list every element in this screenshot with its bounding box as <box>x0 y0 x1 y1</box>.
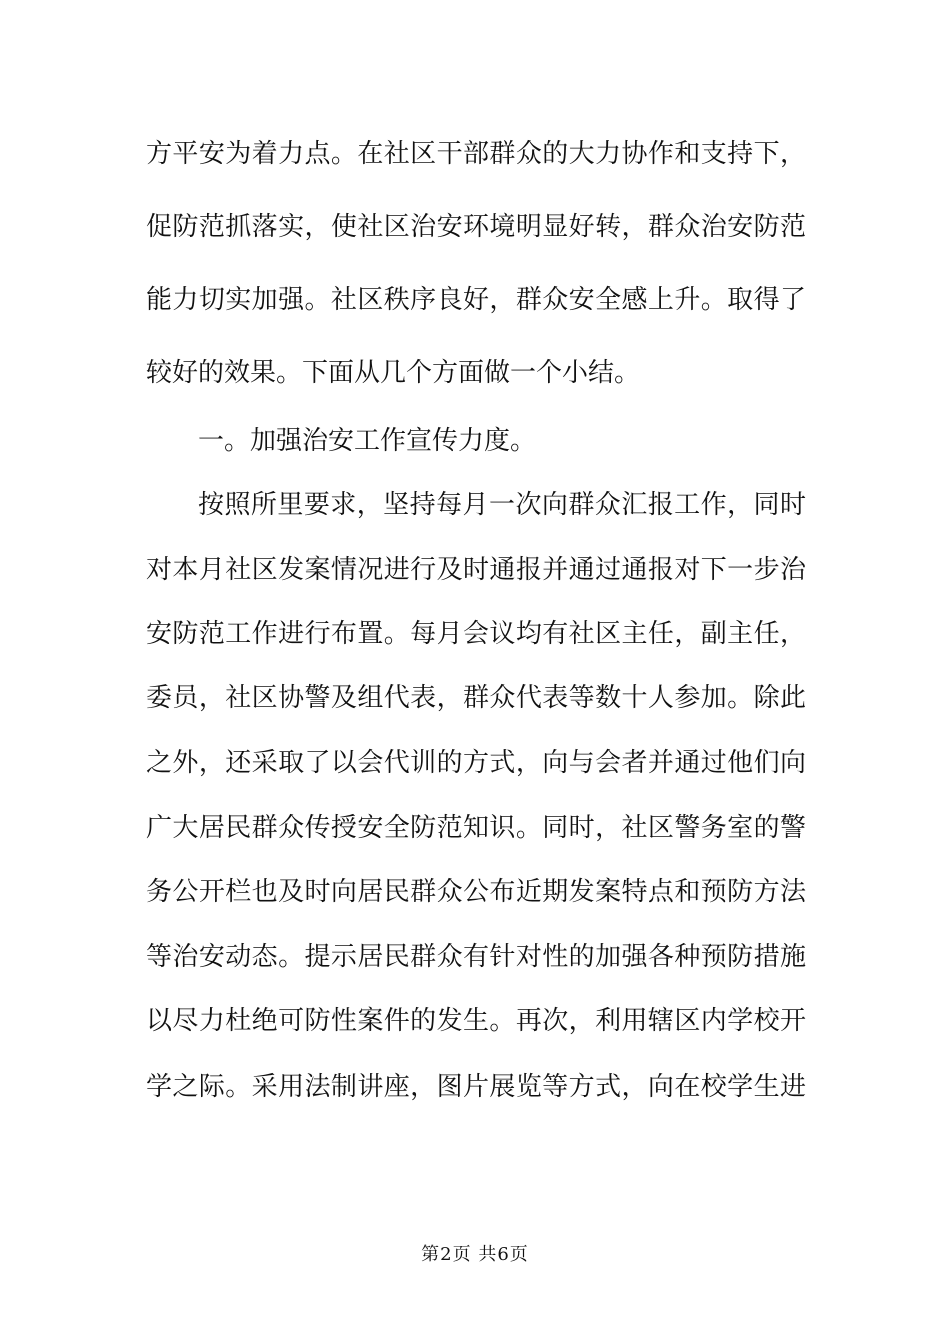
body-line-9: 委员，社区协警及组代表，群众代表等数十人参加。除此 <box>146 683 806 713</box>
body-line-2: 促防范抓落实，使社区治安环境明显好转，群众治安防范 <box>146 212 806 242</box>
page-number-footer: 第2页 共6页 <box>421 1244 529 1265</box>
body-line-8: 安防范工作进行布置。每月会议均有社区主任，副主任， <box>146 619 806 649</box>
body-line-4: 较好的效果。下面从几个方面做一个小结。 <box>146 358 641 388</box>
body-line-11: 广大居民群众传授安全防范知识。同时，社区警务室的警 <box>146 813 806 843</box>
body-line-1: 方平安为着力点。在社区干部群众的大力协作和支持下， <box>146 139 806 169</box>
body-line-13: 等治安动态。提示居民群众有针对性的加强各种预防措施 <box>146 942 806 972</box>
body-line-7: 对本月社区发案情况进行及时通报并通过通报对下一步治 <box>146 555 806 585</box>
body-line-10: 之外，还采取了以会代训的方式，向与会者并通过他们向 <box>146 748 806 778</box>
body-line-15: 学之际。采用法制讲座，图片展览等方式，向在校学生进 <box>146 1072 806 1102</box>
body-line-3: 能力切实加强。社区秩序良好，群众安全感上升。取得了 <box>146 285 806 315</box>
body-line-14: 以尽力杜绝可防性案件的发生。再次，利用辖区内学校开 <box>146 1006 806 1036</box>
body-line-12: 务公开栏也及时向居民群众公布近期发案特点和预防方法 <box>146 877 806 907</box>
body-line-6: 按照所里要求，坚持每月一次向群众汇报工作，同时 <box>198 490 806 520</box>
section-heading: 一。加强治安工作宣传力度。 <box>198 426 537 456</box>
